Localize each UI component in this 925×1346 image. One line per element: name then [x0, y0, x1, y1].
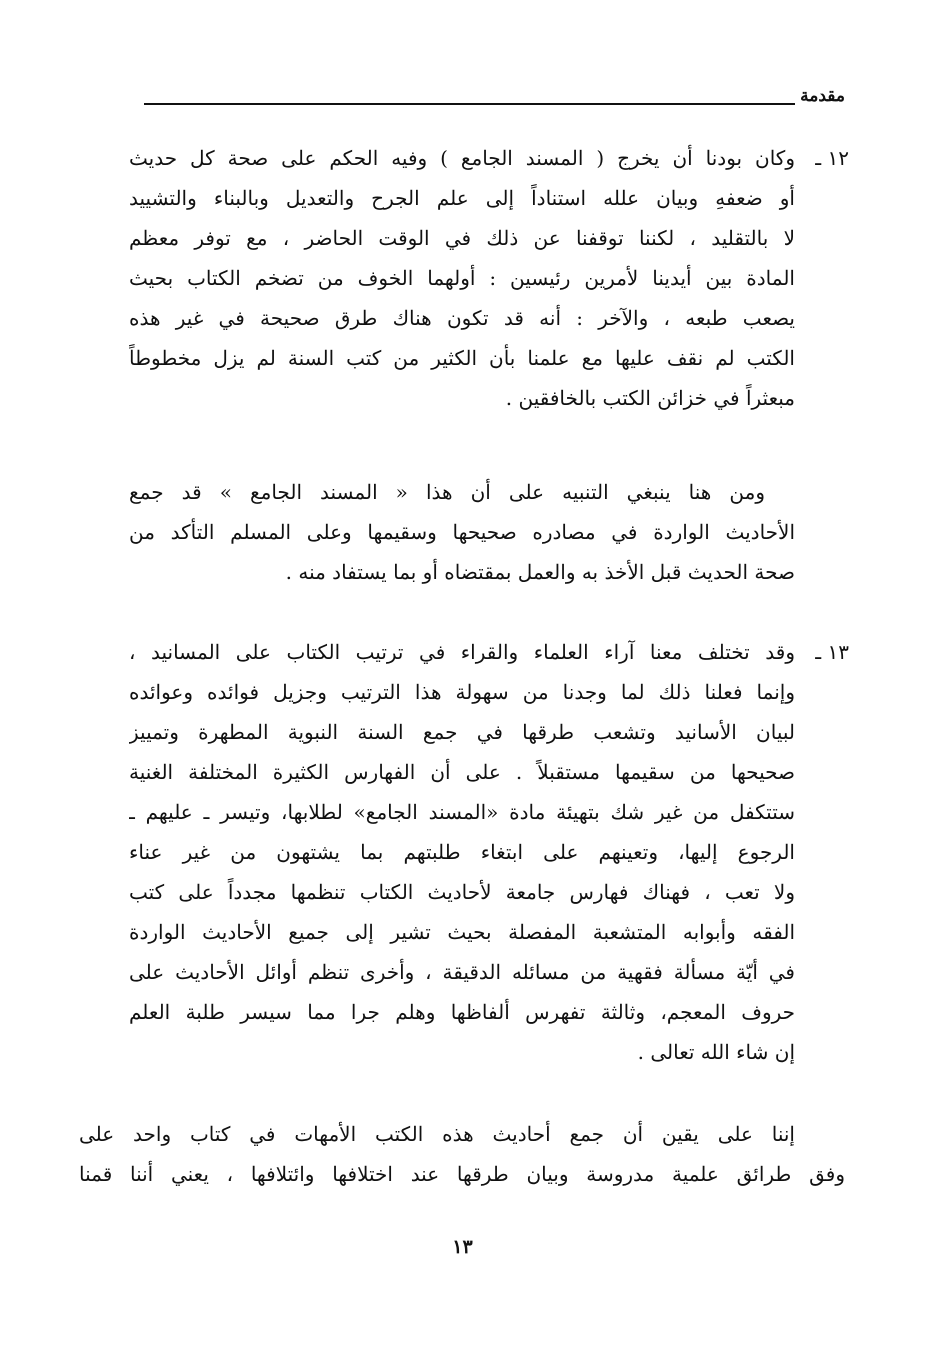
paragraph-line: صحيحها من سقيمها مستقبلاً . على أن الفهارس الكثيرة المختلفة الغنية — [129, 760, 795, 784]
paragraph-line: الرجوع إليها، وتعينهم على ابتغاء طلبتهم بما يشتهون من غير عناء — [129, 840, 795, 864]
paragraph-line: أو ضعفهِ وبيان علله استناداً إلى علم الجرح والتعديل وبالبناء والتشييد — [129, 186, 795, 210]
paragraph-final — [79, 1114, 845, 1194]
page-number: ١٣ — [452, 1236, 473, 1258]
paragraph-line: الأحاديث الواردة في مصادره صحيحها وسقيمها وعلى المسلم التأكد من — [129, 520, 795, 544]
paragraph-line: الفقه وأبوابه المتشعبة المفصلة بحيث تشير إلى جميع الأحاديث الواردة — [129, 920, 795, 944]
paragraph-line: حروف المعجم، وثالثة تفهرس ألفاظها وهلم جرا مما سيسر طلبة العلم — [129, 1000, 795, 1024]
paragraph-line: مبعثراً في خزائن الكتب بالخافقين . — [505, 386, 795, 410]
paragraph-line: وإنما فعلنا ذلك لما وجدنا من سهولة هذا الترتيب وجزيل فوائده وعوائده — [129, 680, 795, 704]
paragraph-line: وقد تختلف معنا آراء العلماء والقراء في ترتيب الكتاب على المسانيد ، — [129, 640, 795, 664]
header-rule — [144, 103, 795, 105]
paragraph-note — [129, 472, 795, 592]
paragraph-12 — [129, 138, 795, 418]
paragraph-line: لبيان الأسانيد وتشعب طرقها في جمع السنة النبوية المطهرة وتمييز — [129, 720, 795, 744]
paragraph-line: وكان بودنا أن يخرج ( المسند الجامع ) وفيه الحكم على صحة كل حديث — [129, 146, 795, 170]
paragraph-line: يصعب طبعه ، والآخر : أنه قد تكون هناك طرق صحيحة في غير هذه — [129, 306, 795, 330]
paragraph-13 — [129, 632, 795, 1072]
item-number-12: ١٢ ـ — [815, 146, 849, 170]
paragraph-line: في أيّة مسألة فقهية من مسائله الدقيقة ، وأخرى تنظم أوائل الأحاديث على — [129, 960, 795, 984]
paragraph-line: ولا تعب ، فهناك فهارس جامعة لأحاديث الكتاب تنظمها مجدداً على كتب — [129, 880, 795, 904]
paragraph-line: المادة بين أيدينا لأمرين رئيسين : أولهما الخوف من تضخم الكتاب بحيث — [129, 266, 795, 290]
running-header-title: مقدمة — [800, 86, 845, 106]
item-number-13: ١٣ ـ — [815, 640, 849, 664]
paragraph-line: وفق طرائق علمية مدروسة وبيان طرقها عند اختلافها وائتلافها ، يعني أننا قمنا — [79, 1162, 845, 1186]
paragraph-line: الكتب لم نقف عليها مع علمنا بأن الكثير من كتب السنة لم يزل مخطوطاً — [129, 346, 795, 370]
paragraph-line: إن شاء الله تعالى . — [637, 1040, 795, 1064]
paragraph-line: إننا على يقين أن جمع أحاديث هذه الكتب الأمهات في كتاب واحد على — [79, 1122, 795, 1146]
paragraph-line: ومن هنا ينبغي التنبيه على أن هذا « المسند الجامع » قد جمع — [129, 480, 765, 504]
paragraph-line: لا بالتقليد ، لكننا توقفنا عن ذلك في الوقت الحاضر ، مع توفر معظم — [129, 226, 795, 250]
paragraph-line: صحة الحديث قبل الأخذ به والعمل بمقتضاه أو بما يستفاد منه . — [285, 560, 795, 584]
paragraph-line: ستتكفل من غير شك بتهيئة مادة «المسند الجامع» لطلابها، وتيسر ـ عليهم ـ — [129, 800, 795, 824]
